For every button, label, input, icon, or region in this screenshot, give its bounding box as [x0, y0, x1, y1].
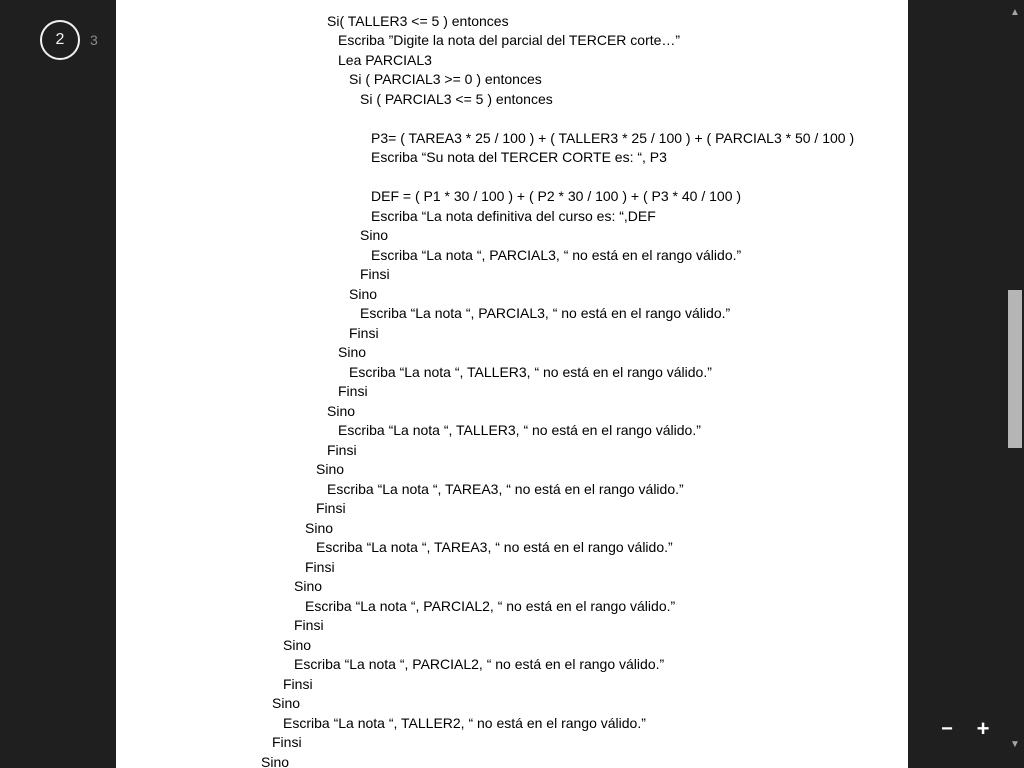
code-line: Escriba “La nota “, PARCIAL2, “ no está en el rango válido.”: [294, 656, 665, 672]
code-line: Si ( PARCIAL3 >= 0 ) entonces: [349, 71, 542, 87]
code-line: P3= ( TAREA3 * 25 / 100 ) + ( TALLER3 * 25 / 100 ) + ( PARCIAL3 * 50 / 100 ): [371, 130, 855, 146]
code-line: Escriba “La nota definitiva del curso es: “,DEF: [371, 208, 656, 224]
code-line: Lea PARCIAL3: [338, 52, 432, 68]
code-line: Finsi: [327, 442, 357, 458]
code-line: Escriba “La nota “, PARCIAL3, “ no está en el rango válido.”: [360, 305, 731, 321]
code-line: Escriba “La nota “, TAREA3, “ no está en el rango válido.”: [327, 481, 684, 497]
code-line: Escriba ”Digite la nota del parcial del TERCER corte…”: [338, 32, 681, 48]
code-line: Sino: [349, 286, 378, 302]
code-line: Escriba “La nota “, TALLER3, “ no está en el rango válido.”: [349, 364, 712, 380]
code-line: Sino: [316, 461, 345, 477]
code-line: Finsi: [316, 500, 346, 516]
code-line: Escriba “La nota “, TAREA3, “ no está en el rango válido.”: [316, 539, 673, 555]
code-line: Sino: [272, 695, 301, 711]
code-line: Si( TALLER3 <= 5 ) entonces: [327, 13, 509, 29]
code-line: Sino: [338, 344, 367, 360]
code-line: Finsi: [272, 734, 302, 750]
document-page: [116, 0, 908, 768]
code-line: DEF = ( P1 * 30 / 100 ) + ( P2 * 30 / 100 ) + ( P3 * 40 / 100 ): [371, 188, 742, 204]
code-line: Sino: [327, 403, 356, 419]
code-line: Finsi: [338, 383, 368, 399]
page-indicator: [40, 20, 98, 60]
current-page-button[interactable]: 2: [40, 20, 80, 60]
code-line: Sino: [294, 578, 323, 594]
code-line: Finsi: [349, 325, 379, 341]
code-line: Finsi: [283, 676, 313, 692]
code-line: Escriba “La nota “, TALLER3, “ no está en el rango válido.”: [338, 422, 701, 438]
code-line: Finsi: [294, 617, 324, 633]
code-line: Escriba “La nota “, PARCIAL2, “ no está en el rango válido.”: [305, 598, 676, 614]
code-line: Escriba “Su nota del TERCER CORTE es: “, P3: [371, 149, 667, 165]
code-line: Finsi: [305, 559, 335, 575]
code-line: Escriba “La nota “, PARCIAL3, “ no está en el rango válido.”: [371, 247, 742, 263]
code-line: Sino: [283, 637, 312, 653]
scrollbar-thumb[interactable]: [1008, 290, 1022, 448]
code-line: Sino: [261, 754, 290, 768]
code-line: Escriba “La nota “, TALLER2, “ no está en el rango válido.”: [283, 715, 646, 731]
vertical-scrollbar[interactable]: [1006, 0, 1024, 768]
code-line: Finsi: [360, 266, 390, 282]
zoom-out-button[interactable]: −: [941, 718, 953, 740]
code-line: Sino: [305, 520, 334, 536]
code-line: Si ( PARCIAL3 <= 5 ) entonces: [360, 91, 553, 107]
zoom-in-button[interactable]: +: [976, 716, 990, 741]
scroll-up-arrow-icon[interactable]: ▲: [1010, 7, 1020, 18]
scroll-down-arrow-icon[interactable]: ▼: [1010, 739, 1020, 750]
next-page-button[interactable]: 3: [90, 32, 98, 48]
code-line: Sino: [360, 227, 389, 243]
